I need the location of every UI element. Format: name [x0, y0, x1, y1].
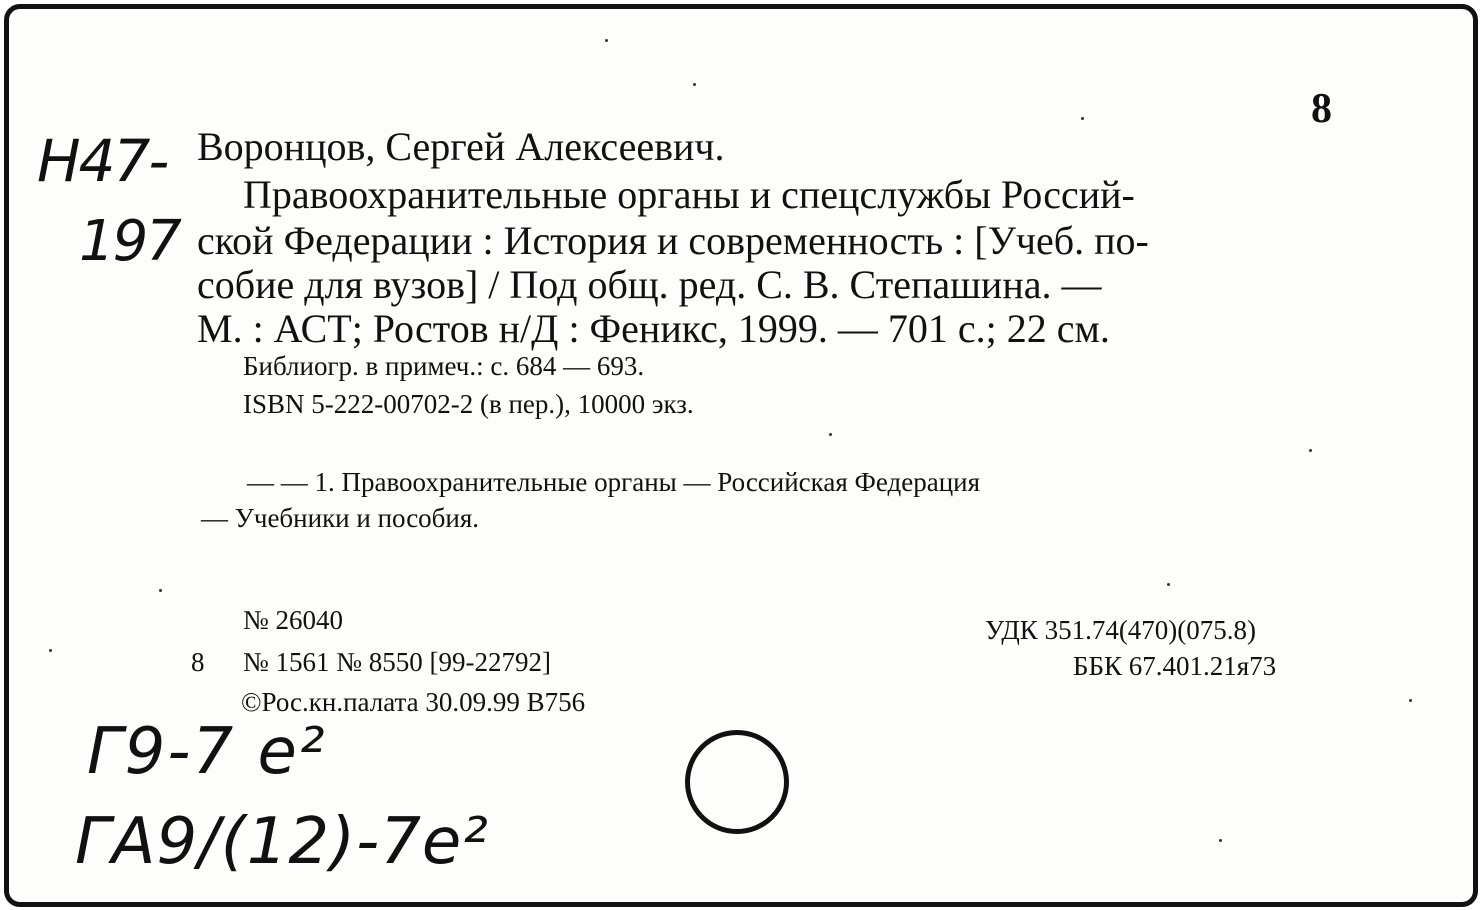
- udk-code: УДК 351.74(470)(075.8): [985, 615, 1257, 645]
- speck: [1081, 117, 1084, 120]
- title-line-4: М. : АСТ; Ростов н/Д : Феникс, 1999. — 701 с.; 22 см.: [197, 306, 1110, 351]
- note-bibliography: Библиогр. в примеч.: с. 684 — 693.: [243, 351, 645, 381]
- author-heading: Воронцов, Сергей Алексеевич.: [197, 124, 725, 169]
- registry-prefix: 8: [191, 647, 205, 677]
- card-number: 8: [1311, 86, 1332, 132]
- title-line-2: ской Федерации : История и современность : [Учеб. по-: [197, 218, 1149, 263]
- call-number-line2: 197: [79, 209, 180, 274]
- speck: [159, 589, 162, 592]
- registry-line-3: ©Рос.кн.палата 30.09.99 В756: [241, 687, 586, 717]
- speck: [1309, 449, 1312, 452]
- handwritten-line-2: ГА9/(12)-7е²: [75, 805, 489, 879]
- catalog-card: [4, 4, 1478, 907]
- bbk-code: ББК 67.401.21я73: [1073, 651, 1277, 681]
- speck: [1219, 839, 1222, 842]
- speck: [605, 39, 608, 42]
- hole-circle-mark: [685, 730, 789, 834]
- speck: [1409, 699, 1412, 702]
- note-isbn: ISBN 5-222-00702-2 (в пер.), 10000 экз.: [243, 389, 694, 419]
- call-number-line1: Н47-: [37, 127, 168, 195]
- title-line-1: Правоохранительные органы и спецслужбы Россий-: [243, 172, 1135, 217]
- subject-line-2: — Учебники и пособия.: [201, 503, 480, 533]
- title-line-3: собие для вузов] / Под общ. ред. С. В. Степашина. —: [197, 262, 1102, 307]
- speck: [1167, 583, 1170, 586]
- subject-line-1: — — 1. Правоохранительные органы — Российская Федерация: [247, 467, 981, 497]
- registry-line-2: № 1561 № 8550 [99-22792]: [243, 647, 551, 677]
- speck: [829, 433, 832, 436]
- speck: [49, 649, 52, 652]
- registry-number: № 26040: [243, 605, 344, 635]
- handwritten-line-1: Г9-7 е²: [87, 715, 327, 789]
- speck: [693, 83, 696, 86]
